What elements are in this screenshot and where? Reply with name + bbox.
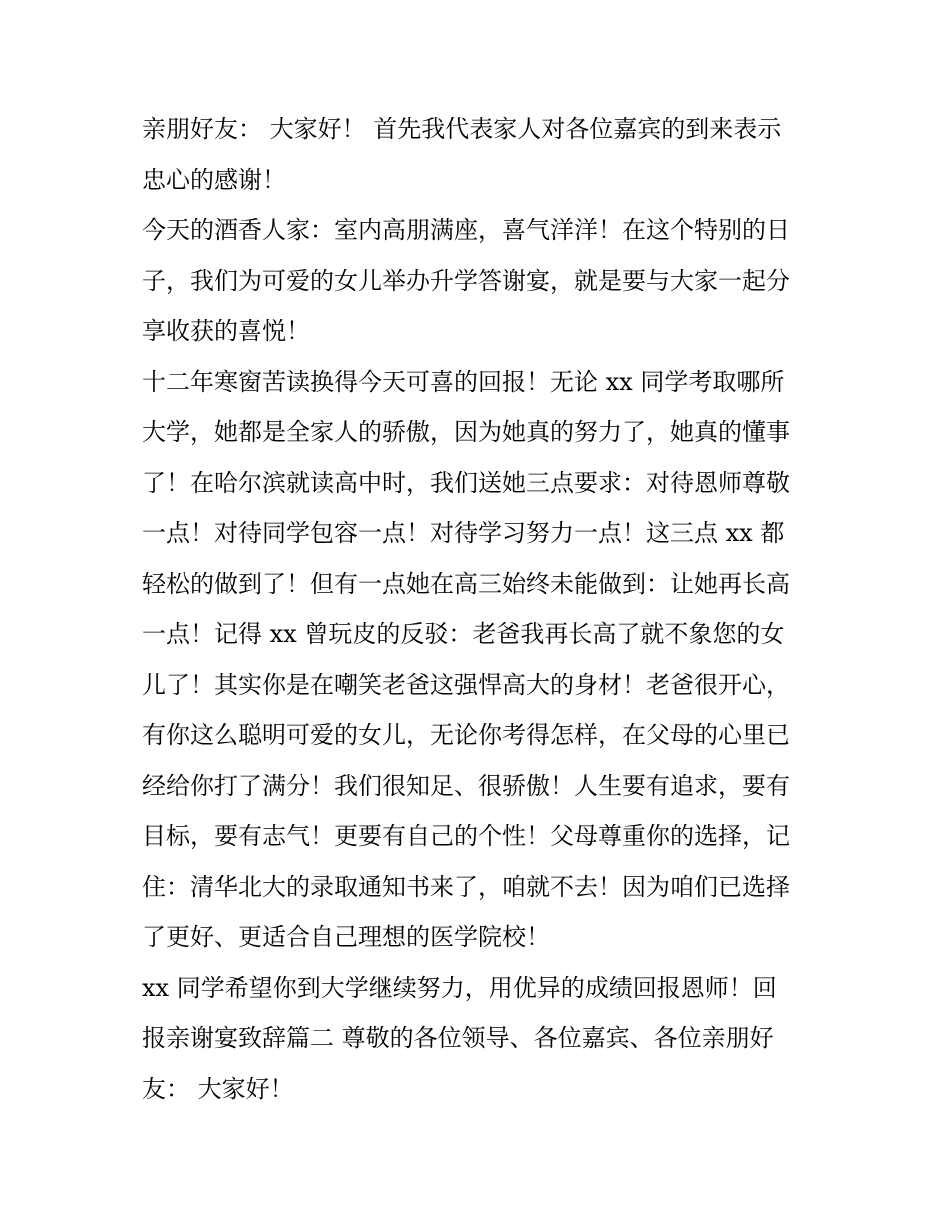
text-line: 忠心的感谢！ [142,165,286,194]
text-line: xx 同学希望你到大学继续努力，用优异的成绩回报恩师！回 [142,973,777,1002]
text-line: 十二年寒窗苦读换得今天可喜的回报！无论 xx 同学考取哪所 [142,367,785,396]
text-line: 了！在哈尔滨就读高中时，我们送她三点要求：对待恩师尊敬 [142,468,790,497]
text-line: 儿了！其实你是在嘲笑老爸这强悍高大的身材！老爸很开心， [142,670,790,699]
text-line: 经给你打了满分！我们很知足、很骄傲！人生要有追求，要有 [142,771,790,800]
text-line: 有你这么聪明可爱的女儿，无论你考得怎样，在父母的心里已 [142,721,790,749]
text-line: 享收获的喜悦！ [142,317,310,345]
text-line: 报亲谢宴致辞篇二 尊敬的各位领导、各位嘉宾、各位亲朋好 [142,1024,774,1052]
text-line: 一点！记得 xx 曾玩皮的反驳：老爸我再长高了就不象您的女 [142,620,785,648]
text-line: 轻松的做到了！但有一点她在高三始终未能做到：让她再长高 [142,569,790,598]
document-body [142,104,822,1114]
text-line: 今天的酒香人家：室内高朋满座，喜气洋洋！在这个特别的日 [142,216,790,244]
text-line: 子，我们为可爱的女儿举办升学答谢宴，就是要与大家一起分 [142,266,790,295]
text-line: 亲朋好友： 大家好！ 首先我代表家人对各位嘉宾的到来表示 [142,115,782,143]
text-line: 目标，要有志气！更要有自己的个性！父母尊重你的选择，记 [142,822,790,850]
text-line: 大学，她都是全家人的骄傲，因为她真的努力了，她真的懂事 [142,418,790,446]
text-line: 了更好、更适合自己理想的医学院校！ [142,923,550,951]
text-line: 友： 大家好！ [142,1074,294,1103]
text-line: 住：清华北大的录取通知书来了，咱就不去！因为咱们已选择 [142,872,790,901]
text-line: 一点！对待同学包容一点！对待学习努力一点！这三点 xx 都 [142,519,785,547]
